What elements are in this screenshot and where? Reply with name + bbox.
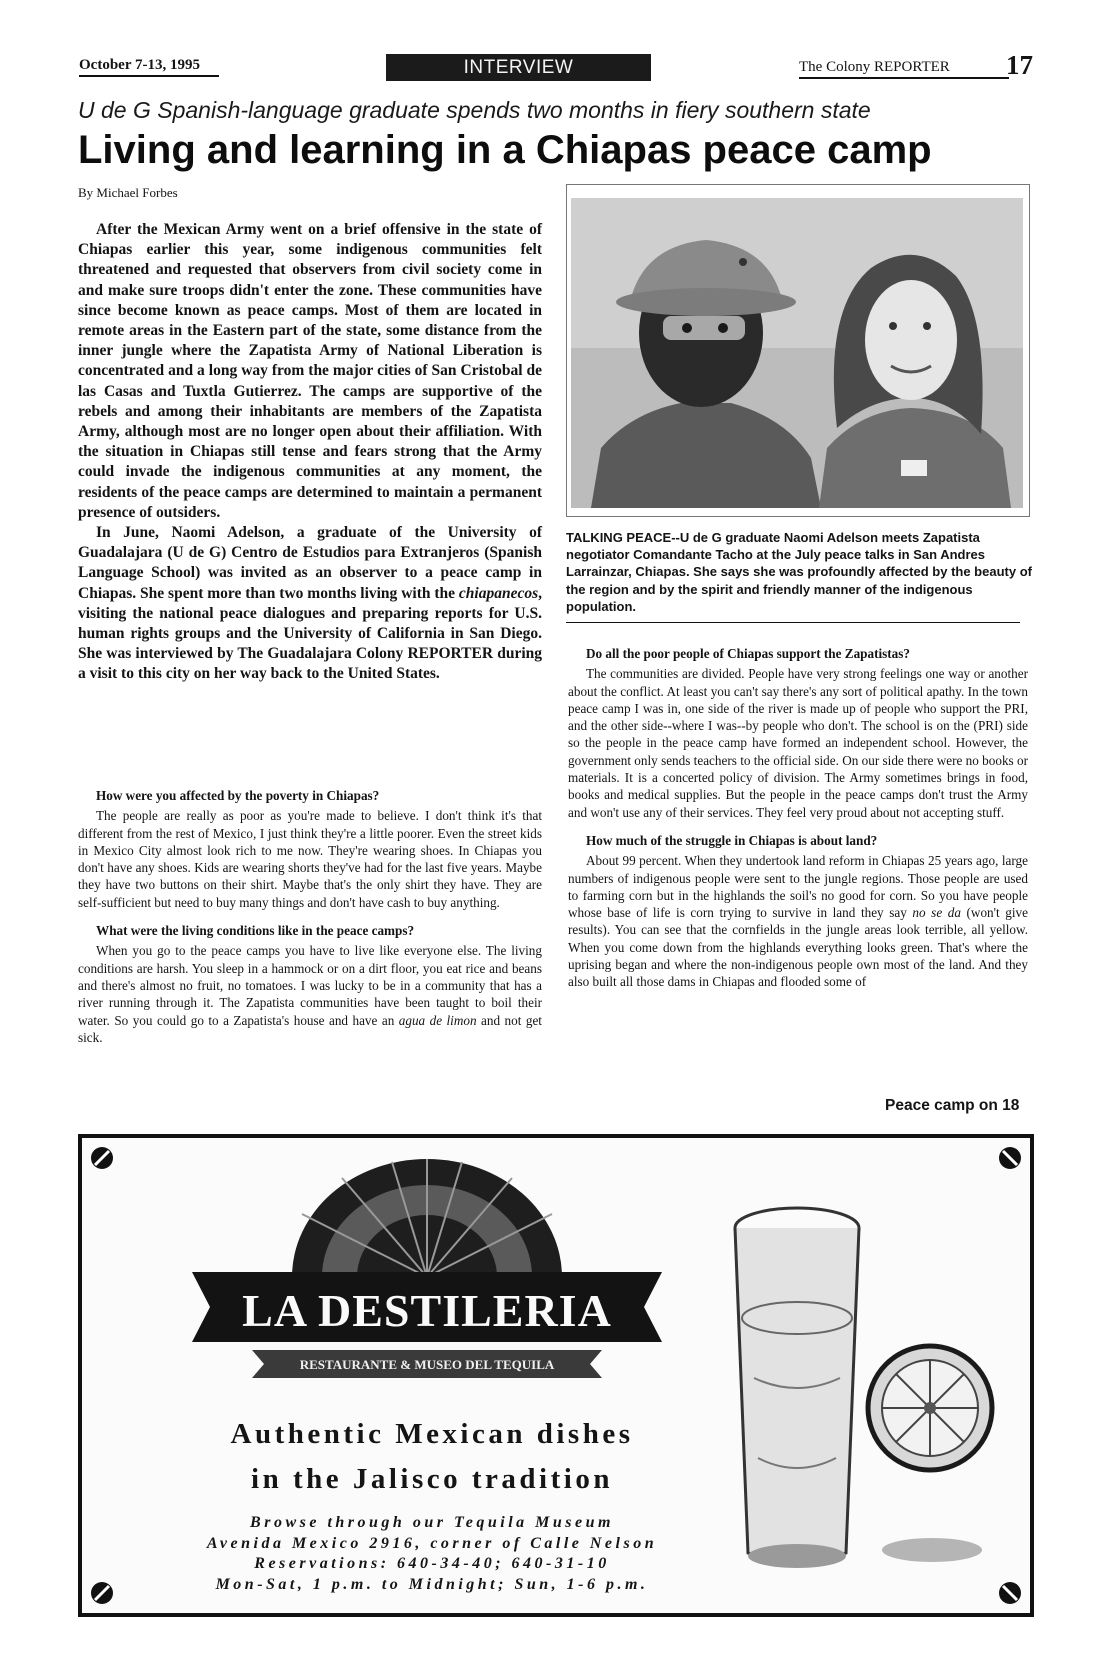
ad-tagline-1: Authentic Mexican dishes: [230, 1418, 634, 1450]
intro-emphasis: chiapanecos: [458, 584, 539, 602]
article-intro: [78, 220, 542, 685]
question-3: Do all the poor people of Chiapas support the Zapatistas?: [586, 646, 910, 661]
answer-3: The communities are divided. People have very strong feelings one way or another about the conflict. At least you can't say there's any sort of political apathy. In the town peace camp I was in, one side of the river is made up of people who support the PRI, and the other side--where I was--by people who don't. The school is on the (PRI) side so the people in the peace camp have formed an independent school. However, the government only sends teachers to the official side. On our side there were no books or materials. It is a concerted policy of division. The Army sometimes brings in food, books and medical supplies. But the people in the peace camps don't trust the Army and won't use any of their services. They feel very proud about not accepting stuff.: [568, 666, 1028, 820]
byline: By Michael Forbes: [78, 185, 178, 200]
answer-text: and not get sick.: [78, 1012, 542, 1045]
answer-text: When you go to the peace camps you have to live like everyone else. The living conditions are harsh. You sleep in a hammock or on a dirt floor, you eat rice and beans and there's almost no fruit, no tomatoes. I was lucky to be in a community that has a river running through it. The Zapatista communities have been taught to boil their water. So you could go to a Zapatista's house and have an: [78, 943, 542, 1028]
answer-emphasis: no se da: [912, 905, 961, 921]
logo-name: LA DESTILERIA: [242, 1285, 612, 1336]
intro-paragraph-2: [78, 523, 542, 685]
kicker: U de G Spanish-language graduate spends two months in fiery southern state: [78, 97, 871, 123]
lime-slice-icon: [868, 1346, 992, 1470]
logo-banner: RESTAURANTE & MUSEO DEL TEQUILA: [299, 1357, 555, 1372]
intro-text: , visiting the national peace dialogues and preparing reports for U.S. human rights groups and the University of California in San Diego. She was interviewed by The Guadalajara Colony REPORTER during a visit to this city on her way back to the United States.: [78, 584, 542, 683]
answer-4: [568, 852, 1028, 990]
intro-paragraph-1: After the Mexican Army went on a brief offensive in the state of Chiapas earlier this year, some indigenous communities felt threatened and requested that observers from civil society come in and make sure troops didn't enter the zone. These communities have since become known as peace camps. Most of them are located in remote areas in the Eastern part of the state, some distance from the inner jungle where the Zapatista Army of National Liberation is concentrated and a long way from the major cities of San Cristobal de las Casas and Tuxtla Gutierrez. The camps are supportive of the rebels and among their inhabitants are members of the Zapatista Army, although most are no longer open about their affiliation. With the situation in Chiapas still tense and fears strong that the Army could invade the indigenous communities at any moment, the residents of the peace camps are determined to maintain a permanent presence of outsiders.: [78, 221, 542, 521]
intro-text: In June, Naomi Adelson, a graduate of the University of Guadalajara (U de G) Centro de Estudios para Extranjeros (Spanish Language School) was invited as an observer to a peace camp in Chiapas. She spent more than two months living with the: [78, 524, 542, 602]
right-qa-column: [568, 645, 1028, 1002]
photo-caption: TALKING PEACE--U de G graduate Naomi Adelson meets Zapatista negotiator Comandante Tacho at the July peace talks in San Andres Larrainzar, Chiapas. She says she was profoundly affected by the beauty of the region and by the spirit and friendly manner of the indigenous population.: [566, 530, 1032, 614]
advertisement: [78, 1134, 1034, 1617]
issue-date: October 7-13, 1995: [79, 57, 219, 77]
corner-screw-icon: [90, 1146, 114, 1170]
headline: Living and learning in a Chiapas peace camp: [78, 128, 932, 172]
ad-address: Avenida Mexico 2916, corner of Calle Nelson: [206, 1535, 658, 1552]
answer-emphasis: agua de limon: [398, 1012, 477, 1028]
paper-name: The Colony REPORTER: [799, 59, 1009, 79]
answer-text: About 99 percent. When they undertook land reform in Chiapas 25 years ago, large numbers of indigenous people were sent to the jungle regions. Those people are used to farming corn but in the highlands the soil's no good for corn. So you have people whose base of life is corn trying to survive in land they say: [568, 853, 1028, 921]
continued-link[interactable]: Peace camp on 18: [885, 1097, 1020, 1114]
page-number: 17: [1006, 50, 1033, 80]
question-4: How much of the struggle in Chiapas is about land?: [586, 832, 878, 848]
left-qa-column: [78, 787, 542, 1057]
sun-rays-icon: [292, 1159, 562, 1277]
caption-rule: [566, 622, 1020, 623]
ad-museum: Browse through our Tequila Museum: [250, 1514, 614, 1531]
question-1: How were you affected by the poverty in Chiapas?: [96, 788, 380, 803]
ad-tagline-2: in the Jalisco tradition: [251, 1463, 613, 1495]
ad-hours: Mon-Sat, 1 p.m. to Midnight; Sun, 1-6 p.m.: [215, 1576, 649, 1593]
answer-2: [78, 942, 542, 1046]
answer-text: (won't give results). You can see that the cornfields in the jungle areas look terrible, all yellow. When you come down from the highlands everything looks green. That's where the uprising began and where the non-indigenous people own most of the land. And they also built all those dams in Chiapas and flooded some of: [568, 905, 1028, 990]
answer-1: The people are really as poor as you're made to believe. I don't think it's that different from the rest of Mexico, I just think they're a little poorer. Even the street kids in Mexico City almost look rich to me now. They're wearing shoes. In Chiapas you don't have any shoes. Kids are wearing shorts they've had for the last five years. Maybe they have two buttons on their shirt. Maybe that's the only shirt they have. They are self-sufficient but need to buy many things and don't have cash to buy anything.: [78, 808, 542, 910]
ad-reservations: Reservations: 640-34-40; 640-31-10: [254, 1555, 610, 1572]
section-label: INTERVIEW: [386, 54, 651, 81]
interview-photo: [571, 198, 1023, 508]
restaurant-logo: [192, 1142, 662, 1402]
question-2: What were the living conditions like in the peace camps?: [96, 923, 415, 939]
